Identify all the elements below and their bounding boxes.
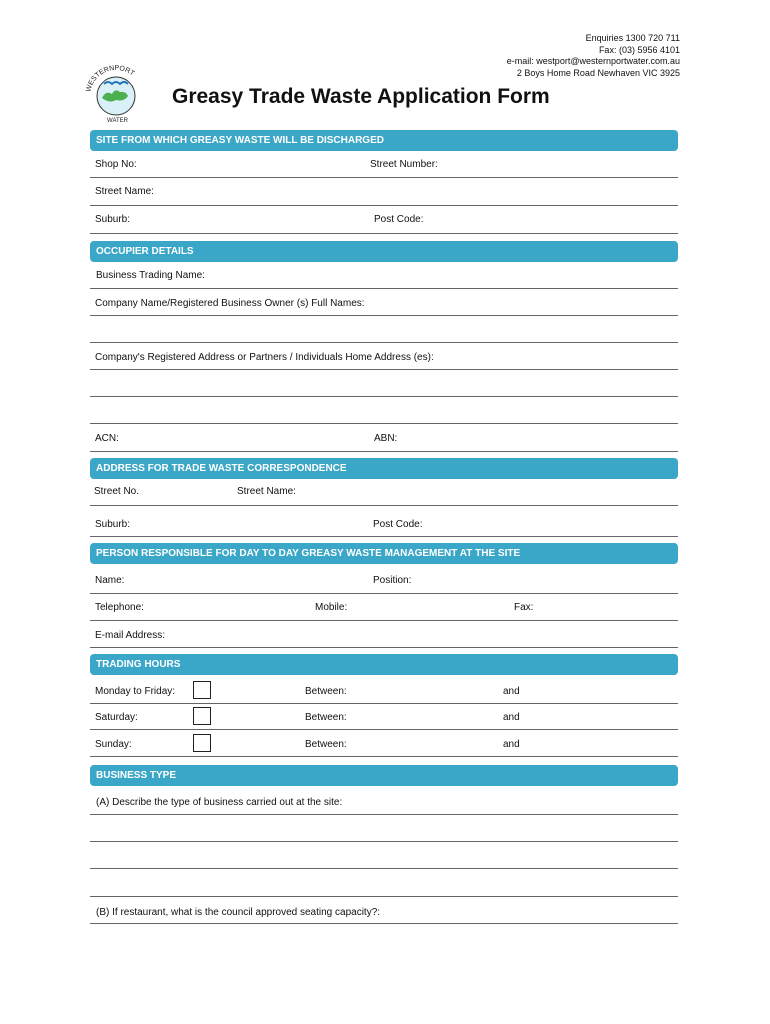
label-shop-no: Shop No: [95,159,137,170]
label-sunday: Sunday: [95,739,132,750]
label-corr-post-code: Post Code: [373,519,423,530]
label-post-code: Post Code: [374,214,424,225]
section-occupier: OCCUPIER DETAILS [90,241,678,262]
contact-enquiries: Enquiries 1300 720 711 [585,33,680,43]
label-corr-street-no: Street No. [94,486,140,497]
contact-email: e-mail: westport@westernportwater.com.au [506,56,680,66]
label-telephone: Telephone: [95,602,144,613]
company-address-field-2[interactable] [90,396,678,397]
label-email: E-mail Address: [95,630,166,641]
label-business-b: (B) If restaurant, what is the council approved seating capacity?: [96,907,381,918]
monday-friday-checkbox[interactable] [193,681,211,699]
label-name: Name: [95,575,125,586]
saturday-checkbox[interactable] [193,707,211,725]
page-title: Greasy Trade Waste Application Form [172,85,550,108]
label-corr-suburb: Suburb: [95,519,131,530]
label-acn: ACN: [95,433,119,444]
company-name-field-2[interactable] [90,342,678,343]
label-street-number: Street Number: [370,159,438,170]
sunday-hours-field[interactable] [90,756,678,757]
label-position: Position: [373,575,412,586]
westernport-water-logo [80,62,152,124]
business-description-field-4[interactable] [90,896,678,897]
business-trading-name-field[interactable] [90,288,678,289]
label-between-mf: Between: [305,686,347,697]
street-name-field[interactable] [90,205,678,206]
sunday-checkbox[interactable] [193,734,211,752]
label-corr-street-name: Street Name: [237,486,296,497]
corr-suburb-field[interactable] [90,536,678,537]
logo-bottom-text: WATER [107,118,128,124]
suburb-field[interactable] [90,233,678,234]
telephone-field[interactable] [90,620,678,621]
shop-no-field[interactable] [90,177,678,178]
section-hours: TRADING HOURS [90,654,678,675]
label-company-name: Company Name/Registered Business Owner (s) Full Names: [95,298,365,309]
saturday-hours-field[interactable] [90,729,678,730]
seating-capacity-field[interactable] [90,923,678,924]
section-site: SITE FROM WHICH GREASY WASTE WILL BE DISCHARGED [90,130,678,151]
label-business-trading-name: Business Trading Name: [96,270,205,281]
label-between-sun: Between: [305,739,347,750]
company-name-field[interactable] [90,315,678,316]
label-and-sat: and [503,712,520,723]
company-address-field-3[interactable] [90,423,678,424]
email-field[interactable] [90,647,678,648]
monday-friday-hours-field[interactable] [90,703,678,704]
label-street-name: Street Name: [95,186,154,197]
label-company-address: Company's Registered Address or Partners / Individuals Home Address (es): [95,352,434,363]
section-business: BUSINESS TYPE [90,765,678,786]
logo-top-text: WESTERNPORT [85,64,136,93]
section-correspondence: ADDRESS FOR TRADE WASTE CORRESPONDENCE [90,458,678,479]
label-and-sun: and [503,739,520,750]
label-and-mf: and [503,686,520,697]
label-between-sat: Between: [305,712,347,723]
label-saturday: Saturday: [95,712,138,723]
label-fax: Fax: [514,602,534,613]
business-description-field[interactable] [90,814,678,815]
label-mobile: Mobile: [315,602,348,613]
acn-field[interactable] [90,451,678,452]
label-business-a: (A) Describe the type of business carried out at the site: [96,797,343,808]
label-monday-friday: Monday to Friday: [95,686,176,697]
contact-block [507,33,680,79]
contact-address: 2 Boys Home Road Newhaven VIC 3925 [516,67,680,78]
business-description-field-3[interactable] [90,868,678,869]
label-suburb: Suburb: [95,214,131,225]
contact-fax: Fax: (03) 5956 4101 [598,44,680,55]
name-field[interactable] [90,593,678,594]
section-person: PERSON RESPONSIBLE FOR DAY TO DAY GREASY WASTE MANAGEMENT AT THE SITE [90,543,678,564]
corr-street-field[interactable] [90,505,678,506]
label-abn: ABN: [374,433,398,444]
company-address-field[interactable] [90,369,678,370]
business-description-field-2[interactable] [90,841,678,842]
